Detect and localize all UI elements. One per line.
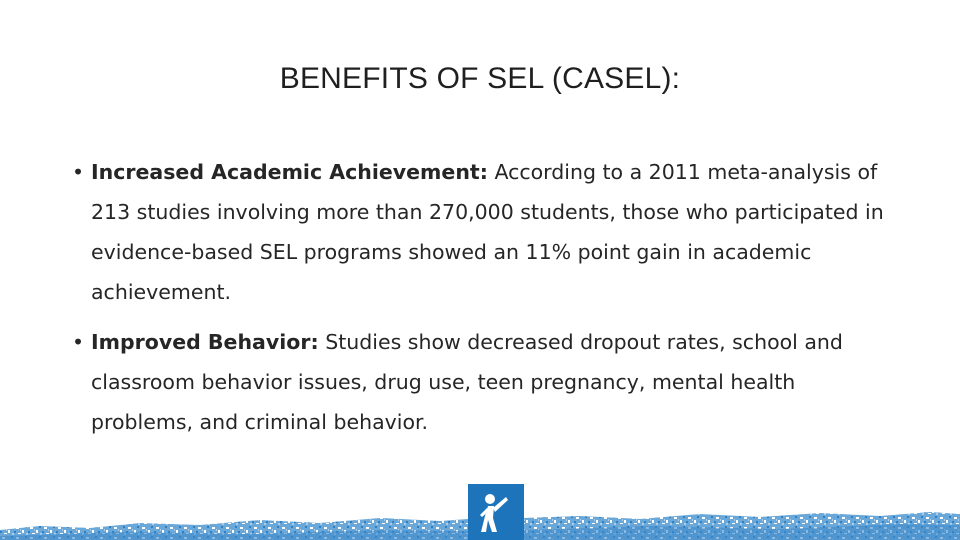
slide-title: BENEFITS OF SEL (CASEL):: [279, 62, 681, 95]
bullet-item: [72, 322, 892, 442]
bullet-heading: Increased Academic Achievement:: [91, 160, 488, 184]
bullet-text: According to a 2011 meta-analysis of 213 studies involving more than 270,000 students, those who participated in evidence-based SEL programs showed an 11% point gain in academic achievement.: [91, 160, 884, 304]
person-reaching-icon: [468, 484, 524, 540]
bullet-heading: Improved Behavior:: [91, 330, 319, 354]
logo: [468, 484, 524, 540]
bullet-item: [72, 152, 892, 312]
bullet-text: Studies show decreased dropout rates, school and classroom behavior issues, drug use, teen pregnancy, mental health problems, and criminal behavior.: [91, 330, 843, 434]
bullet-list: [72, 152, 892, 452]
bullet-marker: •: [72, 330, 85, 354]
bullet-marker: •: [72, 160, 85, 184]
